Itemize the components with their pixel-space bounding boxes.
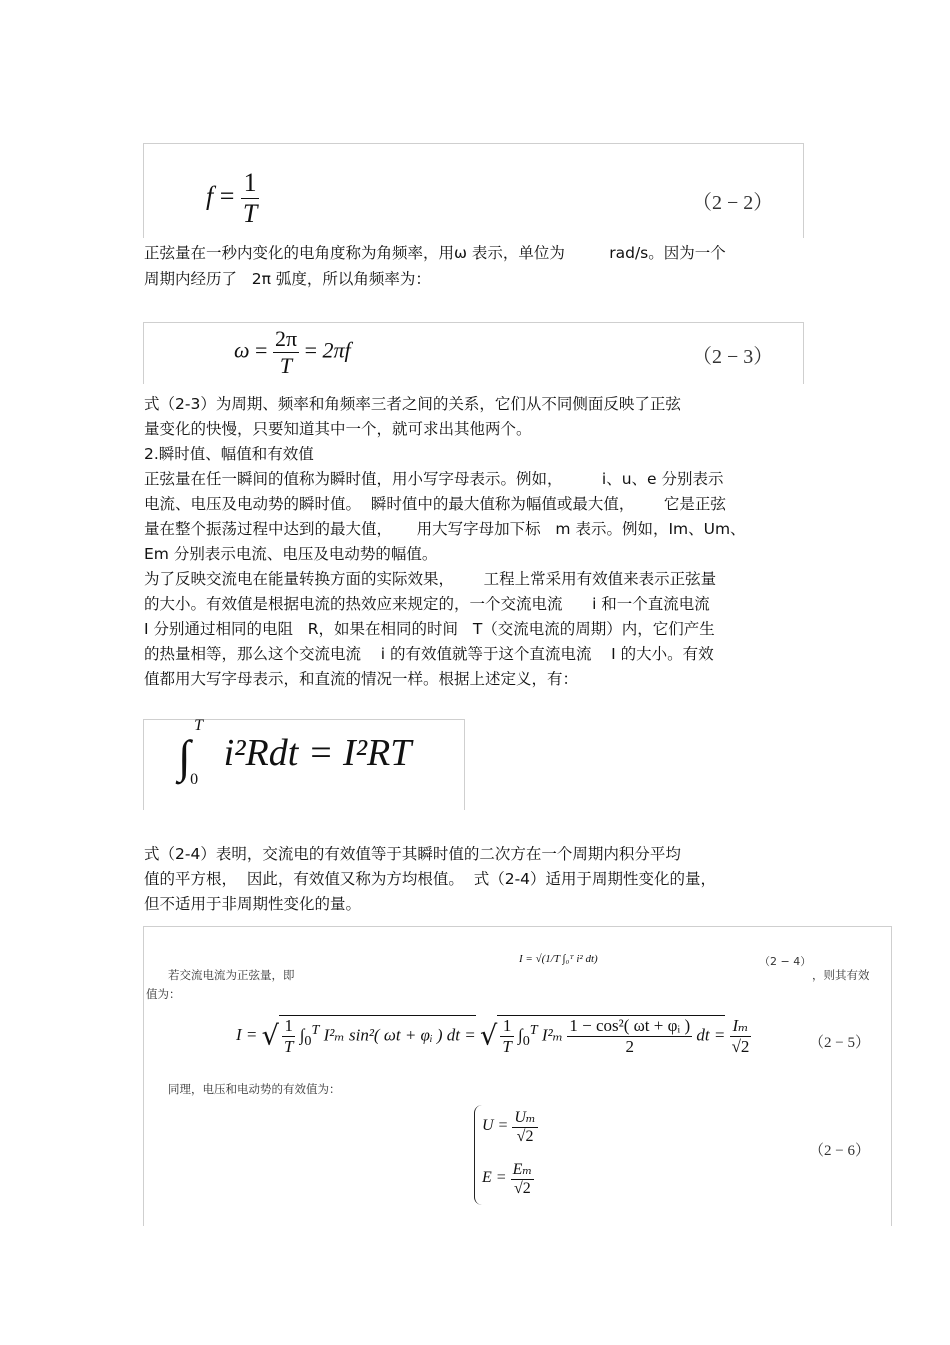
eq25-integrand-2: I²ₘ <box>541 1025 564 1045</box>
eq25-sqrt-2: $\frac{1}{T}$ $\int_0^T$ I²ₘ $\frac{\text{1 − cos²( ωt + φᵢ )}}{2}$ dt = <box>497 1015 725 1057</box>
text-line: 的热量相等，那么这个交流电流 i 的有效值就等于这个直流电流 I 的大小。有效 <box>144 645 714 663</box>
integral-lower-limit: 0 <box>190 771 199 789</box>
text-line: 电流、电压及电动势的瞬时值。 瞬时值中的最大值称为幅值或最大值， 它是正弦 <box>144 495 726 513</box>
text-line: 量在整个振荡过程中达到的最大值， 用大写字母加下标 m 表示。例如，Im、Um、 <box>144 520 746 538</box>
eqU-fraction <box>512 1107 537 1146</box>
eq23-number: （2 − 3） <box>692 346 774 368</box>
text-line: 值都用大写字母表示，和直流的情况一样。根据上述定义，有： <box>144 670 579 688</box>
text-line: 但不适用于非周期性变化的量。 <box>144 895 362 913</box>
equation-2-3 <box>234 326 351 379</box>
eq23-equals-2: = <box>304 337 317 363</box>
text-line: 为了反映交流电在能量转换方面的实际效果， 工程上常采用有效值来表示正弦量 <box>144 570 717 588</box>
text-line: 式（2-4）表明，交流电的有效值等于其瞬时值的二次方在一个周期内积分平均 <box>144 845 681 863</box>
eq25-result-num: Iₘ <box>730 1016 752 1037</box>
eq22-lhs: f <box>206 181 214 211</box>
eq25-dt: dt = <box>696 1025 726 1045</box>
section-heading: 2.瞬时值、幅值和有效值 <box>144 445 314 463</box>
eq22-numerator: 1 <box>241 168 259 199</box>
eq25-sqrt-1: $\frac{1}{T}$ $\int_0^T$ I²ₘ sin²( ωt + φᵢ ) dt = <box>279 1015 476 1057</box>
eq25-lhs: I = <box>236 1024 258 1044</box>
box-text-line-3: 同理，电压和电动势的有效值为： <box>168 1082 341 1096</box>
eq23-rhs: 2πf <box>322 337 351 363</box>
eq22-equals: = <box>219 181 235 211</box>
one-over-T: $\frac{1}{T}$ <box>283 1016 294 1056</box>
box-text-line-1-left: 若交流电流为正弦量，即 <box>168 968 295 982</box>
eq22-number: （2 − 2） <box>692 192 774 214</box>
one-over-T: $\frac{1}{T}$ <box>502 1016 512 1056</box>
eq23-equals: = <box>255 337 268 363</box>
equation-E <box>482 1159 534 1198</box>
text-line: 正弦量在任一瞬间的值称为瞬时值，用小写字母表示。例如， i、u、e 分别表示 <box>144 470 724 488</box>
equation-box-2-2 <box>143 143 804 238</box>
eq25-result <box>730 1016 752 1057</box>
eq22-fraction <box>241 168 259 229</box>
integral-upper-limit: T <box>194 717 204 735</box>
eq23-lhs: ω <box>234 337 250 363</box>
equation-U <box>482 1107 538 1146</box>
text-line: 值的平方根， 因此，有效值又称为方均根值。 式（2-4）适用于周期性变化的量， <box>144 870 717 888</box>
eqE-den: √2 <box>513 1180 531 1197</box>
equation-box-2-4 <box>143 719 465 810</box>
eqE-num: Eₘ <box>512 1161 533 1178</box>
equation-2-5 <box>236 1015 751 1057</box>
rms-definition: I = √(1/T ∫₀ᵀ i² dt) <box>519 953 598 965</box>
eq25-frac-num: 1 − cos²( ωt + φᵢ ) <box>569 1016 691 1035</box>
eqE-lhs: E = <box>482 1169 507 1187</box>
text-line: 量变化的快慢，只要知道其中一个，就可求出其他两个。 <box>144 420 532 438</box>
eq25-cos-fraction <box>567 1016 692 1057</box>
eq24-body: i²Rdt = I²RT <box>223 732 412 775</box>
eq22-denominator: T <box>242 199 258 228</box>
equation-box-2-3 <box>143 322 804 384</box>
box-text-line-2: 值为： <box>146 987 181 1001</box>
sqrt-sign: √ <box>480 1020 498 1052</box>
text-line: Em 分别表示电流、电压及电动势的幅值。 <box>144 545 438 563</box>
text-line: I 分别通过相同的电阻 R，如果在相同的时间 T（交流电流的周期）内，它们产生 <box>144 620 715 638</box>
eqE-fraction <box>511 1159 535 1198</box>
eq26-number: （2 − 6） <box>809 1143 870 1159</box>
embedded-equation-image <box>143 926 892 1226</box>
eq25-integrand-1: I²ₘ sin²( ωt + φᵢ ) dt = <box>323 1025 476 1045</box>
box-text-line-1-right: ，则其有效 <box>812 968 870 982</box>
eqU-num: Uₘ <box>514 1109 536 1126</box>
text-line: 正弦量在一秒内变化的电角度称为角频率，用ω 表示，单位为 rad/s。因为一个 <box>144 244 726 262</box>
equation-2-2 <box>206 168 259 229</box>
eq25-frac-den: 2 <box>625 1037 634 1056</box>
sqrt-sign: √ <box>261 1020 279 1052</box>
equation-2-4 <box>178 717 412 789</box>
text-line: 周期内经历了 2π 弧度，所以角频率为： <box>144 270 431 288</box>
integral-sign: ∫ <box>178 731 191 782</box>
eq23-numerator: 2π <box>274 326 298 351</box>
eq25-result-den: √2 <box>731 1036 750 1056</box>
text-line: 式（2-3）为周期、频率和角频率三者之间的关系，它们从不同侧面反映了正弦 <box>144 395 681 413</box>
text-line: 的大小。有效值是根据电流的热效应来规定的，一个交流电流 i 和一个直流电流 <box>144 595 710 613</box>
rms-definition-number: （2 − 4） <box>759 955 812 968</box>
eqU-lhs: U = <box>482 1117 509 1135</box>
eqU-den: √2 <box>516 1128 534 1145</box>
eq25-number: （2 − 5） <box>809 1035 870 1051</box>
eq23-fraction <box>273 326 299 379</box>
eq23-denominator: T <box>279 353 293 378</box>
